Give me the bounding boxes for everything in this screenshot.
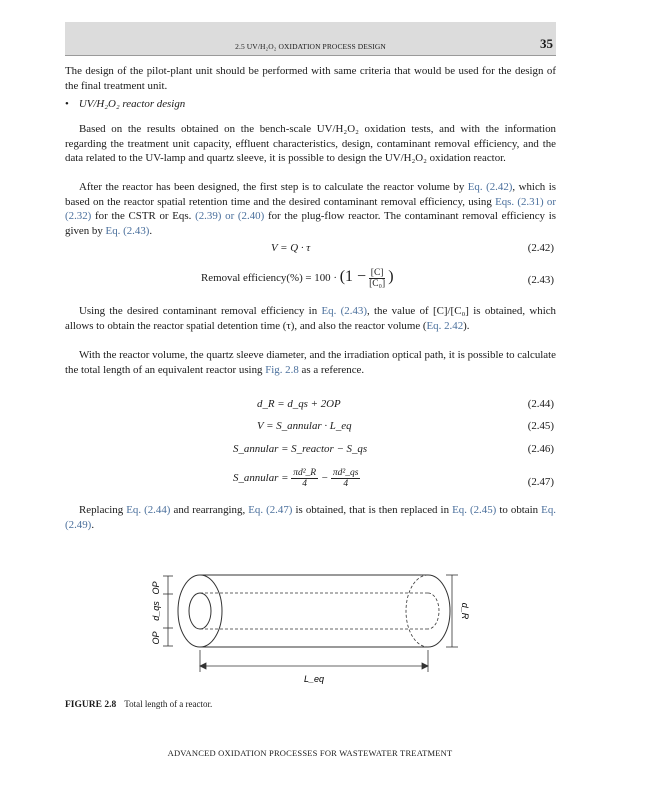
equation-2-43 bbox=[65, 266, 556, 292]
label-leq: L_eq bbox=[303, 674, 325, 684]
fraction-1-numerator: πd²_R bbox=[293, 468, 317, 478]
fraction-2-numerator: πd²_qs bbox=[332, 468, 359, 478]
bullet-glyph: • bbox=[65, 98, 69, 110]
p5-text-a: With the reactor volume, the quartz sleeve diameter, and the irradiation optical path, it is possible to calculate the total length of an equivalent reactor using bbox=[65, 349, 556, 376]
fraction-numerator: [C] bbox=[370, 268, 384, 278]
equation-2-47 bbox=[65, 466, 556, 496]
equation-2-47-lhs: S_annular = bbox=[233, 472, 292, 484]
figure-caption bbox=[65, 699, 212, 710]
p6-text-c: is obtained, that is then replaced in bbox=[292, 504, 453, 516]
eq-link-2-43-b[interactable]: Eq. (2.43) bbox=[321, 305, 367, 317]
fraction-2-denominator: 4 bbox=[343, 479, 349, 489]
equation-2-42-number: (2.42) bbox=[527, 242, 554, 254]
equation-2-46-number: (2.46) bbox=[527, 443, 554, 455]
right-dimension-marker bbox=[446, 575, 458, 647]
eq-link-2-42[interactable]: Eq. (2.42) bbox=[467, 181, 513, 193]
paragraph-reactor-volume bbox=[65, 180, 556, 238]
paragraph-reactor-length bbox=[65, 348, 556, 377]
running-head: 2.5 UV/H₂O₂ OXIDATION PROCESS DESIGN bbox=[235, 42, 386, 51]
equation-2-43-open: (1 − bbox=[339, 268, 367, 285]
page-header bbox=[65, 22, 556, 56]
equation-2-43-number: (2.43) bbox=[527, 274, 554, 286]
left-dimension-markers bbox=[163, 576, 173, 646]
eq-link-2-42-b[interactable]: Eq. 2.42 bbox=[426, 319, 464, 332]
equation-2-44 bbox=[65, 398, 556, 416]
paragraph-reactor-design: Based on the results obtained on the bench-scale UV/H₂O₂ oxidation tests, and with the information regarding the treatment unit capacity, effluent characteristics, design, contaminant removal efficiency, and the data related to the UV-lamp and quartz sleeve, it is possible to design the UV/H₂O₂ oxidation reactor. bbox=[65, 123, 556, 165]
eq-link-2-31-2-32[interactable]: Eqs. (2.31) or (2.32) bbox=[65, 195, 556, 223]
equation-2-46-body: S_annular = S_reactor − S_qs bbox=[233, 443, 368, 455]
p6-text-a: Replacing bbox=[79, 504, 127, 516]
equation-2-44-number: (2.44) bbox=[527, 398, 554, 410]
equation-2-43-lhs: Removal efficiency(%) = 100 · bbox=[201, 272, 340, 284]
equation-2-42-body: V = Q · τ bbox=[271, 242, 311, 254]
equation-2-46 bbox=[65, 443, 556, 461]
p3-text-d: for the plug-flow reactor. The contaminant removal efficiency is given by bbox=[65, 210, 556, 237]
caption-text: Total length of a reactor. bbox=[124, 699, 213, 709]
equation-2-47-minus: − bbox=[320, 472, 331, 484]
page-number: 35 bbox=[540, 36, 553, 51]
equation-2-47-fraction-2 bbox=[331, 468, 361, 489]
eq-link-2-43[interactable]: Eq. (2.43) bbox=[105, 224, 150, 237]
p3-text-a: After the reactor has been designed, the first step is to calculate the reactor volume by bbox=[79, 181, 468, 193]
fig-link-2-8[interactable]: Fig. 2.8 bbox=[265, 363, 299, 376]
p4-text-b: , the value of [C]/[C₀] is obtained, which allows to obtain the reactor spatial detention time (τ), and also the reactor volume ( bbox=[65, 305, 557, 332]
equation-2-42 bbox=[65, 242, 556, 260]
equation-2-47-body bbox=[233, 468, 360, 489]
running-footer: ADVANCED OXIDATION PROCESSES FOR WASTEWATER TREATMENT bbox=[167, 748, 453, 758]
bullet-heading bbox=[65, 98, 185, 110]
equation-2-44-body: d_R = d_qs + 2OP bbox=[257, 398, 341, 410]
equation-2-45 bbox=[65, 420, 556, 438]
p3-text-c: for the CSTR or Eqs. bbox=[91, 210, 196, 223]
quartz-sleeve-end bbox=[189, 593, 211, 629]
p6-text-b: and rearranging, bbox=[170, 504, 249, 516]
p4-text-c: ). bbox=[463, 319, 470, 332]
p6-text-e: . bbox=[91, 518, 95, 531]
length-dimension-marker bbox=[200, 650, 428, 672]
eq-link-2-49[interactable]: Eq. (2.49) bbox=[65, 504, 556, 531]
p4-text-a: Using the desired contaminant removal efficiency in bbox=[79, 305, 322, 317]
label-op-bottom: OP bbox=[151, 631, 161, 645]
eq-link-2-39-2-40[interactable]: (2.39) or (2.40) bbox=[195, 210, 265, 223]
reactor-right-end-hidden bbox=[406, 575, 428, 647]
eq-link-2-47[interactable]: Eq. (2.47) bbox=[248, 504, 293, 516]
equation-2-43-fraction bbox=[369, 268, 386, 289]
p3-text-e: . bbox=[149, 224, 153, 237]
equation-2-43-close: ) bbox=[388, 268, 394, 285]
equation-2-45-number: (2.45) bbox=[527, 420, 554, 432]
equation-2-47-number: (2.47) bbox=[527, 476, 554, 488]
eq-link-2-45[interactable]: Eq. (2.45) bbox=[452, 504, 497, 516]
bullet-title: UV/H₂O₂ reactor design bbox=[78, 98, 186, 110]
label-op-top: OP bbox=[151, 581, 161, 595]
paragraph-intro: The design of the pilot-plant unit should be performed with same criteria that would be used for the design of the final treatment unit. bbox=[65, 65, 556, 92]
paragraph-removal-efficiency bbox=[65, 304, 556, 333]
label-dr: d_R bbox=[460, 602, 470, 620]
caption-label: FIGURE 2.8 bbox=[65, 700, 117, 710]
equation-2-43-body bbox=[201, 268, 394, 289]
equation-2-47-fraction-1 bbox=[291, 468, 318, 489]
fraction-1-denominator: 4 bbox=[302, 479, 308, 489]
p5-text-b: as a reference. bbox=[298, 363, 365, 376]
equation-2-45-body: V = S_annular · L_eq bbox=[257, 420, 352, 432]
p6-text-d: to obtain bbox=[496, 504, 542, 516]
quartz-right-end bbox=[428, 593, 439, 629]
p3-text-b: , which is based on the reactor spatial retention time and the desired contaminant removal efficiency, using bbox=[65, 181, 556, 208]
label-dqs: d_qs bbox=[151, 601, 161, 621]
figure-reactor-diagram bbox=[140, 568, 480, 688]
fraction-denominator: [C₀] bbox=[369, 279, 386, 289]
paragraph-replacing bbox=[65, 503, 556, 532]
eq-link-2-44[interactable]: Eq. (2.44) bbox=[126, 504, 171, 516]
